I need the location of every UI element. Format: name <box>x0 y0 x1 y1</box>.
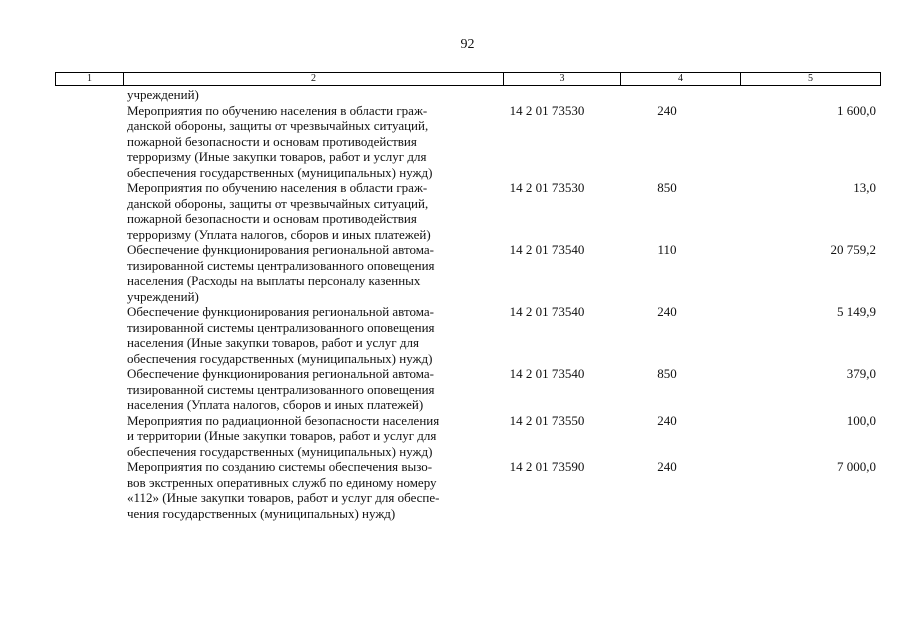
row-index-cell <box>55 459 127 521</box>
row-code: 14 2 01 73530 <box>509 102 585 118</box>
table-row <box>55 413 880 460</box>
row-expense-type: 240 <box>657 459 677 474</box>
row-amount: 5 149,9 <box>837 304 876 319</box>
row-index-cell <box>55 242 127 304</box>
table-row <box>55 459 880 521</box>
row-code: 14 2 01 73540 <box>509 366 585 381</box>
row-code: 14 2 01 73540 <box>509 304 585 319</box>
budget-rows <box>55 87 880 521</box>
continuation-text: учреждений) <box>127 87 199 102</box>
table-row <box>55 180 880 242</box>
row-index-cell <box>55 366 127 413</box>
row-code: 14 2 01 73550 <box>509 412 585 428</box>
page-number: 92 <box>460 37 475 52</box>
continuation-row <box>55 87 880 103</box>
row-index-cell <box>55 103 127 181</box>
row-amount: 7 000,0 <box>837 459 876 474</box>
row-description: Мероприятия по обучению населения в области граж- данской обороны, защиты от чрезвычайных ситуаций, пожарной безопасности и основам противодействия терроризму (Уплата налогов, сборов и иных платежей) <box>127 180 431 242</box>
row-code: 14 2 01 73540 <box>509 242 585 257</box>
table-row <box>55 304 880 366</box>
row-description: Обеспечение функционирования региональной автома- тизированной системы централизованного оповещения населения (Уплата налогов, сборов и иных платежей) <box>127 366 435 412</box>
row-expense-type: 110 <box>657 242 677 257</box>
table-row <box>55 103 880 181</box>
row-index-cell <box>55 304 127 366</box>
row-index-cell <box>55 413 127 460</box>
column-header-4: 4 <box>621 73 741 86</box>
column-header-2: 2 <box>124 73 504 86</box>
column-header-table <box>55 72 881 86</box>
row-description: Обеспечение функционирования региональной автома- тизированной системы централизованного оповещения населения (Расходы на выплаты персоналу казенных учреждений) <box>127 242 435 304</box>
row-expense-type: 850 <box>657 366 677 381</box>
row-amount: 13,0 <box>853 180 876 195</box>
row-amount: 20 759,2 <box>830 242 876 257</box>
row-expense-type: 240 <box>657 304 677 319</box>
table-row <box>55 242 880 304</box>
column-header-5: 5 <box>741 73 881 86</box>
row-description: Мероприятия по созданию системы обеспечения вызо- вов экстренных оперативных служб по единому номеру «112» (Иные закупки товаров, работ и услуг для обеспе- чения государственных (муниципальных) нужд) <box>127 459 440 521</box>
row-index-cell <box>55 180 127 242</box>
row-amount: 1 600,0 <box>837 102 876 118</box>
column-header-1: 1 <box>56 73 124 86</box>
row-amount: 100,0 <box>846 412 876 428</box>
row-expense-type: 850 <box>657 180 677 195</box>
row-code: 14 2 01 73530 <box>509 180 585 195</box>
row-description: Мероприятия по радиационной безопасности населения и территории (Иные закупки товаров, работ и услуг для обеспечения государственных (муниципальных) нужд) <box>127 412 440 459</box>
table-row <box>55 366 880 413</box>
column-header-row <box>56 73 881 86</box>
row-expense-type: 240 <box>657 412 677 428</box>
row-amount: 379,0 <box>846 366 876 381</box>
row-description: Мероприятия по обучению населения в области граж- данской обороны, защиты от чрезвычайных ситуаций, пожарной безопасности и основам противодействия терроризму (Иные закупки товаров, работ и услуг для обеспечения государственных (муниципальных) нужд) <box>127 102 433 180</box>
column-header-3: 3 <box>504 73 621 86</box>
row-code: 14 2 01 73590 <box>509 459 585 474</box>
row-description: Обеспечение функционирования региональной автома- тизированной системы централизованного оповещения населения (Иные закупки товаров, работ и услуг для обеспечения государственных (муниципальных) нужд) <box>127 304 435 366</box>
row-expense-type: 240 <box>657 102 677 118</box>
